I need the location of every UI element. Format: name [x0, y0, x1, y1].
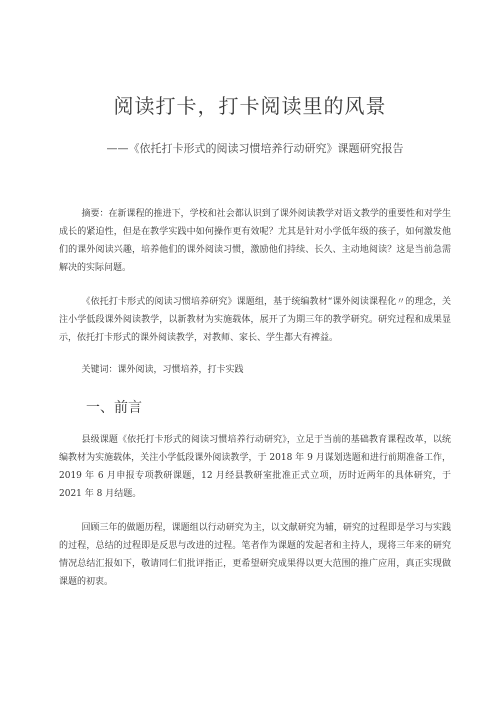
preface-paragraph-2: 回顾三年的做题历程，课题组以行动研究为主，以文献研究为辅，研究的过程即是学习与实践的过程，总结的过程即是反思与改进的过程。笔者作为课题的发起者和主持人，现将三年来的研究情况总结汇报如下，敬请同仁们批评指正，更希望研究成果得以更大范围的推广应用，真正实现做课题的初衷。 [59, 523, 451, 587]
keywords-line: 关键词：课外阅读，习惯培养，打卡实践 [81, 365, 244, 375]
section-heading-preface: 一、前言 [86, 400, 142, 416]
document-title: 阅读打卡，打卡阅读里的风景 [113, 94, 387, 118]
document-subtitle: ——《依托打卡形式的阅读习惯培养行动研究》课题研究报告 [106, 142, 404, 155]
abstract-paragraph: 摘要：在新课程的推进下，学校和社会都认识到了课外阅读教学对语文教学的重要性和对学生成长的紧迫性，但是在教学实践中如何操作更有效呢？尤其是针对小学低年级的孩子，如何激发他们的课外阅读兴趣，培养他们的课外阅读习惯，激励他们持续、长久、主动地阅读？这是当前急需解决的实际问题。 [59, 209, 451, 273]
abstract-paragraph-2: 《依托打卡形式的阅读习惯培养研究》课题组，基于统编教材“课外阅读课程化〃的理念，关注小学低段课外阅读教学，以新教材为实施载体，展开了为期三年的教学研究。研究过程和成果显示，依托打卡形式的课外阅读教学，对教师、家长、学生都大有裨益。 [59, 297, 451, 343]
preface-paragraph-1: 县级课题《依托打卡形式的阅读习惯培养行动研究》，立足于当前的基础教育课程改革，以统编教材为实施载体，关注小学低段课外阅读教学，于 2018 年 9 月谋划选题和进行前期准备工作，2019 年 6 月申报专项教研课题，12 月经县教研室批准正式立项，历时近两年的具体研究，于 2021 年 8 月结题。 [59, 435, 451, 499]
